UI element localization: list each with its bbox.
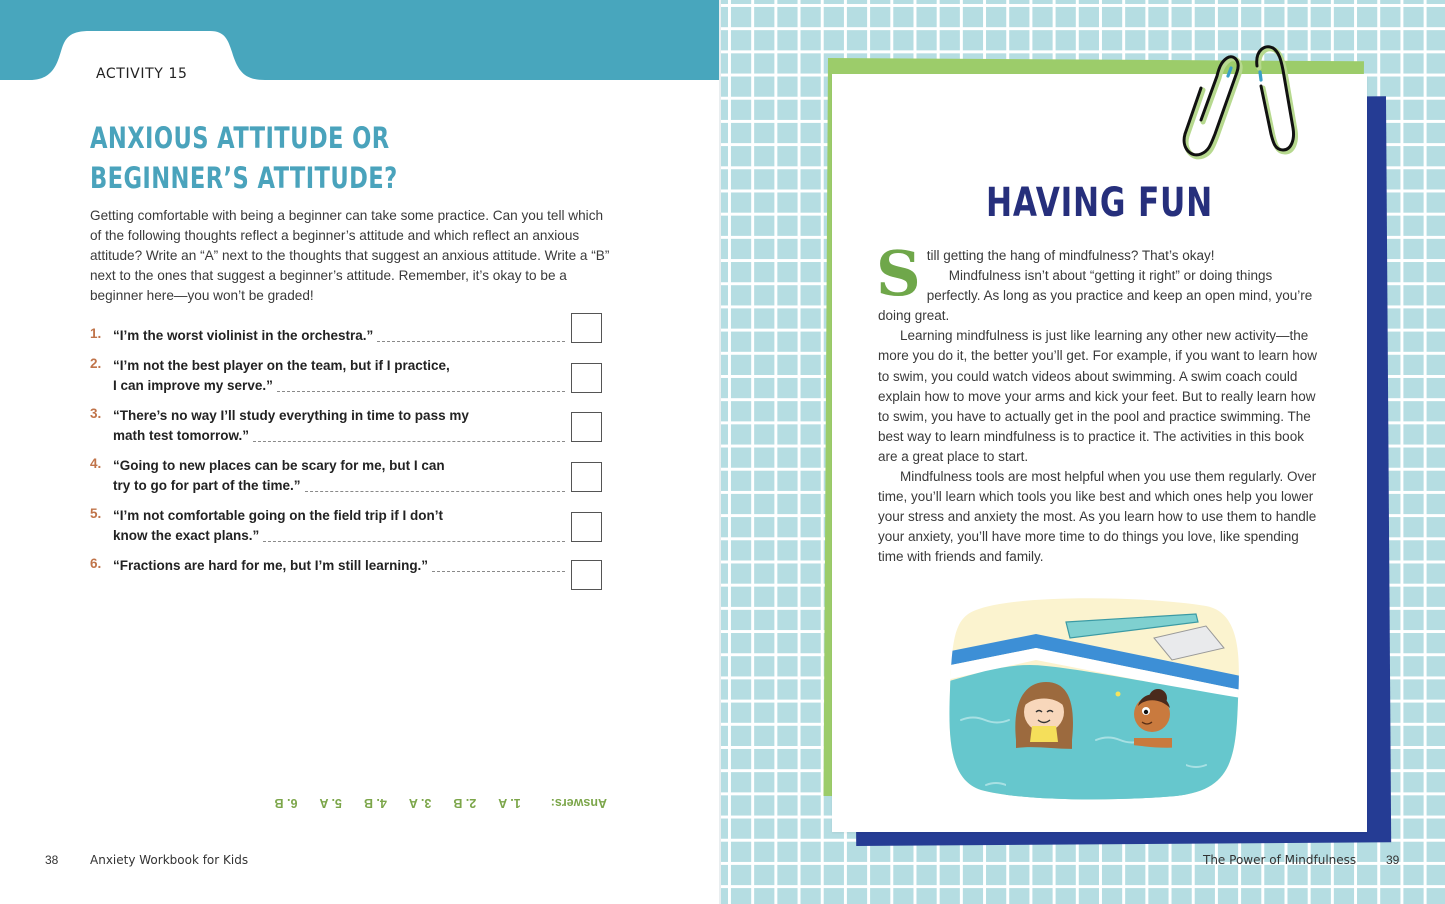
answer-box[interactable]	[571, 313, 602, 343]
intro-paragraph: Getting comfortable with being a beginner can take some practice. Can you tell which of the following thoughts reflect a beginner’s attitude and which reflect an anxious attitude? Write an “A” next to the thoughts that suggest an anxious attitude. Write a “B” next to the ones that suggest a beginner’s attitude. Remember, it’s okay to be a beginner here—you won’t be graded!	[90, 208, 610, 304]
page-number-left: 38	[45, 853, 59, 867]
activity-title	[90, 118, 496, 198]
question-number: 4.	[90, 456, 102, 471]
activity-label: ACTIVITY 15	[96, 66, 188, 82]
question-text	[113, 506, 565, 546]
question-line: “I’m the worst violinist in the orchestra.”	[113, 328, 374, 343]
question-line: I can improve my serve.”	[113, 378, 273, 393]
question-item	[90, 556, 605, 612]
section-title	[832, 180, 1367, 226]
body-text	[876, 237, 1321, 568]
answer-box[interactable]	[571, 412, 602, 442]
paperclip-icon	[1181, 38, 1321, 168]
answer-box[interactable]	[571, 512, 602, 542]
question-line: “There’s no way I’ll study everything in time to pass my	[113, 408, 469, 423]
swimming-pool-illustration	[946, 590, 1241, 802]
question-item	[90, 312, 605, 362]
answers-label: Answers:	[550, 796, 607, 810]
question-number: 6.	[90, 556, 102, 571]
paragraph-text: till getting the hang of mindfulness? That’s okay!	[926, 248, 1215, 263]
answer-item: 5. A	[319, 796, 342, 810]
question-text	[113, 456, 565, 496]
question-line: math test tomorrow.”	[113, 428, 250, 443]
answer-dashed-line	[432, 571, 565, 572]
title-line-1: ANXIOUS ATTITUDE OR	[90, 121, 390, 155]
answer-box[interactable]	[571, 560, 602, 590]
answer-dashed-line	[305, 491, 566, 492]
answer-item: 4. B	[363, 796, 387, 810]
question-line: “Fractions are hard for me, but I’m still learning.”	[113, 558, 429, 573]
question-text	[113, 356, 565, 396]
question-item	[90, 506, 605, 562]
question-number: 1.	[90, 326, 102, 341]
book-title-footer: Anxiety Workbook for Kids	[90, 853, 249, 867]
question-item	[90, 356, 605, 412]
answer-box[interactable]	[571, 363, 602, 393]
answer-item: 1. A	[498, 796, 521, 810]
answer-item: 2. B	[453, 796, 477, 810]
answer-box[interactable]	[571, 462, 602, 492]
answer-key-upside-down	[262, 796, 607, 810]
question-line: try to go for part of the time.”	[113, 478, 301, 493]
question-line: “I’m not the best player on the team, but if I practice,	[113, 358, 450, 373]
question-list	[90, 312, 605, 612]
answer-dashed-line	[263, 541, 565, 542]
question-line: “I’m not comfortable going on the field trip if I don’t	[113, 508, 443, 523]
question-text	[113, 326, 565, 346]
paragraph: Learning mindfulness is just like learning any other new activity—the more you do it, the better you’ll get. For example, if you want to learn how to swim, you could watch videos about swimming. A swim coach could explain how to move your arms and kick your feet. But to really learn how to swim, you have to actually get in the pool and practice swimming. The best way to learn mindfulness is to practice it. The activities in this book are a great place to start.	[878, 328, 1317, 464]
question-number: 5.	[90, 506, 102, 521]
question-text	[113, 556, 565, 576]
question-number: 2.	[90, 356, 102, 371]
answer-dashed-line	[253, 441, 565, 442]
answer-item: 6. B	[274, 796, 298, 810]
paragraph: Mindfulness tools are most helpful when you use them regularly. Over time, you’ll learn which tools you like best and which ones help you lower your stress and anxiety the most. As you learn how to use them to handle your anxiety, you’ll have more time to do things you love, like spending time with friends and family.	[878, 469, 1317, 565]
paragraph: Mindfulness isn’t about “getting it right” or doing things perfectly. As long as you practice and keep an open mind, you’re doing great.	[878, 268, 1313, 324]
drop-cap: S	[876, 237, 921, 310]
question-item	[90, 406, 605, 462]
question-line: “Going to new places can be scary for me, but I can	[113, 458, 445, 473]
question-item	[90, 456, 605, 512]
answer-dashed-line	[277, 391, 565, 392]
page-number-right: 39	[1386, 853, 1400, 867]
left-page	[0, 0, 721, 904]
answer-item: 3. A	[408, 796, 432, 810]
question-number: 3.	[90, 406, 102, 421]
question-text	[113, 406, 565, 446]
answer-dashed-line	[377, 341, 565, 342]
section-title-footer: The Power of Mindfulness	[1203, 853, 1357, 867]
title-line-2: BEGINNER’S ATTITUDE?	[90, 161, 398, 195]
question-line: know the exact plans.”	[113, 528, 260, 543]
section-title-text: HAVING FUN	[985, 180, 1214, 226]
right-page	[721, 0, 1445, 904]
